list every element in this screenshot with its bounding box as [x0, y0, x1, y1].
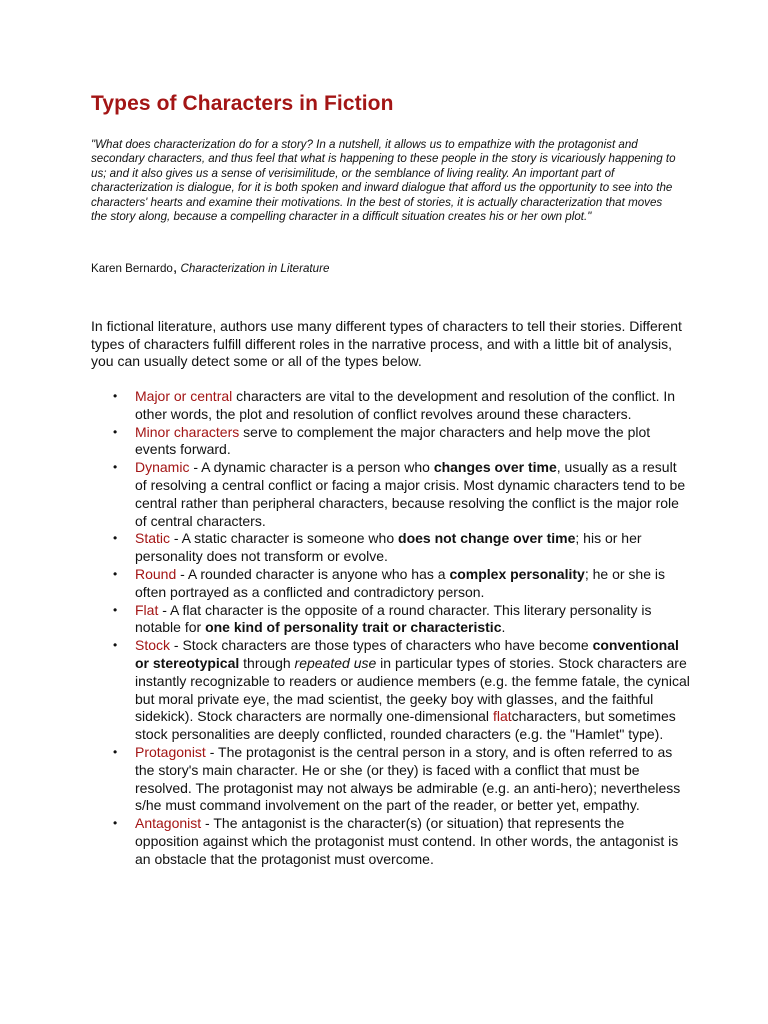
item-emphasis: changes over time: [433, 459, 557, 476]
item-text: - A rounded character is anyone who has a: [176, 565, 450, 582]
term-link-protagonist[interactable]: Protagonist: [135, 743, 206, 760]
bullet-marker: •: [113, 460, 118, 475]
item-text: , usually as a result of resolving a central conflict or facing a major crisis. Most dynamic characters tend to be central rather than peripheral characters, because resolving the conflict is the major role of central characters.: [135, 459, 686, 529]
term-link-round[interactable]: Round: [135, 565, 177, 582]
bullet-marker: •: [113, 424, 118, 439]
inline-link-flat[interactable]: flat: [492, 708, 512, 725]
term-link-dynamic[interactable]: Dynamic: [135, 459, 190, 476]
term-link-major[interactable]: Major or central: [135, 388, 233, 404]
item-text: ; his or her personality does not transform or evolve.: [135, 530, 642, 565]
bullet-marker: •: [113, 602, 118, 617]
bullet-marker: •: [113, 638, 118, 653]
item-text: through: [239, 654, 295, 671]
list-item-minor: [91, 424, 691, 460]
item-emphasis: does not change over time: [398, 530, 576, 547]
item-italic: repeated use: [294, 654, 377, 671]
item-text: - A static character is someone who: [170, 530, 399, 547]
term-link-minor[interactable]: Minor characters: [135, 423, 240, 440]
bullet-marker: •: [113, 531, 118, 546]
quote-attribution: [91, 260, 329, 277]
list-item-major: [91, 388, 691, 424]
item-text: .: [501, 619, 506, 636]
bullet-marker: •: [113, 816, 118, 831]
bullet-marker: •: [113, 566, 118, 581]
list-item-protagonist: [91, 744, 691, 815]
item-text: - The antagonist is the character(s) (or situation) that represents the opposition against which the protagonist must contend. In other words, the antagonist is an obstacle that the protagonist must overcome.: [135, 815, 679, 867]
bullet-marker: •: [113, 389, 118, 403]
list-item-antagonist: [91, 815, 691, 868]
item-text: - A dynamic character is a person who: [189, 459, 434, 476]
term-link-flat[interactable]: Flat: [135, 601, 159, 618]
attribution-work-title: Characterization in Literature: [180, 262, 330, 275]
list-item-flat: [91, 602, 691, 638]
term-link-antagonist[interactable]: Antagonist: [135, 815, 202, 832]
item-emphasis: conventional or stereotypical: [135, 637, 679, 671]
list-item-round: [91, 566, 691, 602]
item-emphasis: one kind of personality trait or characteristic: [205, 619, 502, 636]
list-item-stock: [91, 637, 691, 744]
list-item-dynamic: [91, 459, 691, 530]
item-text: - The protagonist is the central person in a story, and is often referred to as the story's main character. He or she (or they) is faced with a conflict that must be resolved. The protagonist may not always be admirable (e.g. an anti-hero); nevertheless s/he must command involvement on the part of the reader, or better yet, empathy.: [135, 743, 681, 814]
page-title: Types of Characters in Fiction: [91, 92, 394, 115]
intro-paragraph: In fictional literature, authors use many different types of characters to tell their stories. Different types of characters fulfill different roles in the narrative process, and with a little bit of analysis, you can usually detect some or all of the types below.: [91, 318, 682, 370]
item-text: serve to complement the major characters and help move the plot events forward.: [135, 423, 651, 458]
item-text: - A flat character is the opposite of a round character. This literary personality is notable for: [135, 601, 652, 636]
epigraph-quote: "What does characterization do for a story? In a nutshell, it allows us to empathize with the protagonist and secondary characters, and thus feel that what is happening to these people in the story is vicariously happening to us; and it also gives us a sense of verisimilitude, or the semblance of living reality. An important part of characterization is dialogue, for it is both spoken and inward dialogue that afford us the opportunity to see into the characters' hearts and examine their motivations. In the best of stories, it is actually characterization that moves the story along, because a compelling character in a difficult situation creates his or her own plot.": [91, 138, 676, 224]
item-text: - Stock characters are those types of characters who have become: [170, 637, 593, 654]
item-text: characters are vital to the development and resolution of the conflict. In other words, the plot and resolution of conflict revolves around these characters.: [135, 388, 676, 422]
item-emphasis: complex personality: [449, 565, 585, 582]
term-link-static[interactable]: Static: [135, 530, 171, 547]
term-link-stock[interactable]: Stock: [135, 637, 171, 654]
attribution-separator: ,: [172, 259, 178, 276]
attribution-author: Karen Bernardo: [91, 262, 173, 275]
item-text: ; he or she is often portrayed as a conflicted and contradictory person.: [135, 565, 665, 600]
character-types-list: [91, 388, 691, 869]
list-item-static: [91, 530, 691, 566]
item-text: characters, but sometimes stock personalities are deeply conflicted, rounded characters (e.g. the "Hamlet" type).: [135, 708, 676, 743]
bullet-marker: •: [113, 744, 118, 759]
item-text: in particular types of stories. Stock characters are instantly recognizable to readers or audience members (e.g. the femme fatale, the cynical but moral private eye, the mad scientist, the geeky boy with glasses, and the faithful sidekick). Stock characters are normally one-dimensional: [135, 654, 690, 725]
